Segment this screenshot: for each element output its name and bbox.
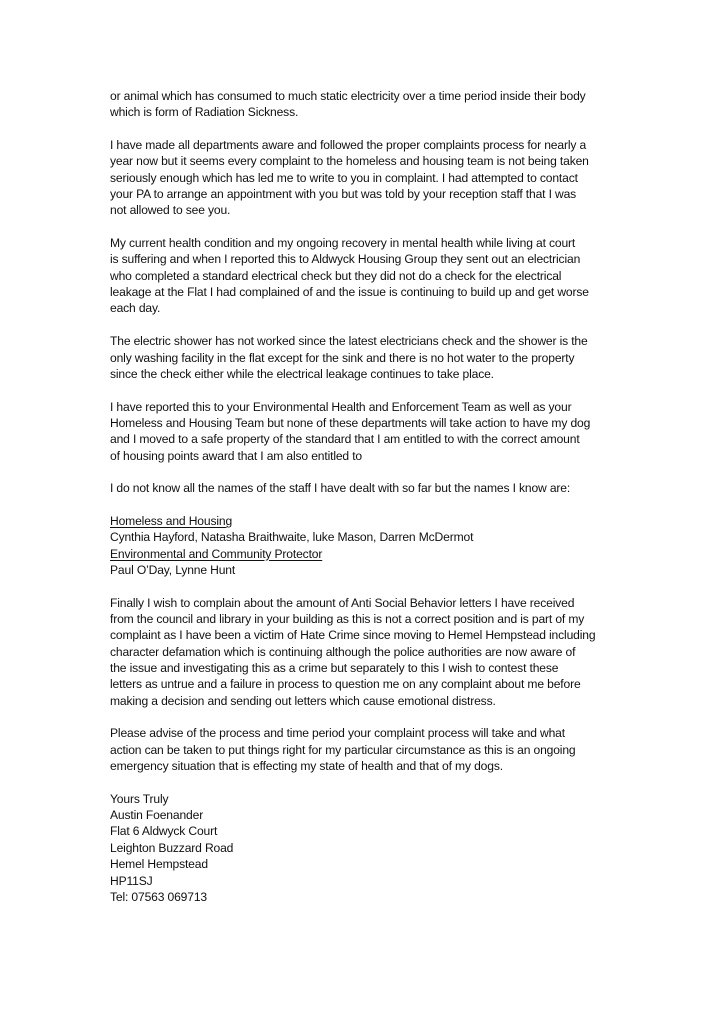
text-line: your PA to arrange an appointment with you but was told by your reception staff that I was <box>110 187 577 202</box>
paragraph-staff-intro <box>110 480 630 496</box>
text-line: who completed a standard electrical check but they did not do a check for the electrical <box>110 268 562 283</box>
paragraph-anti-social-letters <box>110 595 630 709</box>
text-line: year now but it seems every complaint to the homeless and housing team is not being taken <box>110 154 589 169</box>
text-line: Finally I wish to complain about the amount of Anti Social Behavior letters I have received <box>110 595 575 610</box>
text-line: I have reported this to your Environmental Health and Enforcement Team as well as your <box>110 399 572 414</box>
signature-block <box>110 791 630 905</box>
address-line-2: Leighton Buzzard Road <box>110 840 234 855</box>
text-line: and I moved to a safe property of the standard that I am entitled to with the correct amount <box>110 432 580 447</box>
text-line: Homeless and Housing Team but none of these departments will take action to have my dog <box>110 415 591 430</box>
paragraph-please-advise <box>110 725 630 774</box>
team-heading-environmental: Environmental and Community Protector <box>110 546 323 561</box>
paragraph-electric-shower <box>110 333 630 382</box>
text-line: My current health condition and my ongoing recovery in mental health while living at court <box>110 236 576 251</box>
text-line: emergency situation that is effecting my state of health and that of my dogs. <box>110 759 503 774</box>
text-line: letters as untrue and a failure in process to question me on any complaint about me before <box>110 677 581 692</box>
text-line: each day. <box>110 301 161 316</box>
signature-closing: Yours Truly <box>110 791 169 806</box>
address-town: Hemel Hempstead <box>110 857 208 872</box>
text-line: seriously enough which has led me to write to you in complaint. I had attempted to contact <box>110 170 578 185</box>
signature-name: Austin Foenander <box>110 808 204 823</box>
text-line: character defamation which is continuing although the police authorities are now aware of <box>110 644 576 659</box>
team-names-environmental: Paul O’Day, Lynne Hunt <box>110 562 236 577</box>
text-line: leakage at the Flat I had complained of and the issue is continuing to build up and get worse <box>110 285 589 300</box>
text-line: the issue and investigating this as a crime but separately to this I wish to contest these <box>110 661 559 676</box>
staff-list <box>110 513 630 578</box>
paragraph-reported-teams <box>110 399 630 464</box>
text-line: since the check either while the electrical leakage continues to take place. <box>110 366 494 381</box>
text-line: only washing facility in the flat except for the sink and there is no hot water to the property <box>110 350 575 365</box>
text-line: The electric shower has not worked since the latest electricians check and the shower is the <box>110 334 588 349</box>
text-line: or animal which has consumed to much static electricity over a time period inside their body <box>110 89 586 103</box>
address-line-1: Flat 6 Aldwyck Court <box>110 824 218 839</box>
paragraph-health-condition <box>110 235 630 317</box>
text-line: not allowed to see you. <box>110 203 231 218</box>
text-line: of housing points award that I am also entitled to <box>110 448 363 463</box>
text-line: I have made all departments aware and followed the proper complaints process for nearly a <box>110 138 587 153</box>
paragraph-complaints-process <box>110 137 630 219</box>
text-line: I do not know all the names of the staff I have dealt with so far but the names I know are: <box>110 481 571 496</box>
letter-body <box>110 88 630 922</box>
team-names-homeless-housing: Cynthia Hayford, Natasha Braithwaite, luke Mason, Darren McDermot <box>110 530 474 545</box>
text-line: is suffering and when I reported this to Aldwyck Housing Group they sent out an electrician <box>110 252 581 267</box>
address-postcode: HP11SJ <box>110 873 153 888</box>
text-line: making a decision and sending out letters which cause emotional distress. <box>110 693 496 708</box>
paragraph-radiation-sickness <box>110 88 630 121</box>
text-line: which is form of Radiation Sickness. <box>110 105 299 120</box>
text-line: Please advise of the process and time period your complaint process will take and what <box>110 726 565 741</box>
text-line: from the council and library in your building as this is not a correct position and is part of my <box>110 612 585 626</box>
phone-number: Tel: 07563 069713 <box>110 889 207 904</box>
team-heading-homeless-housing: Homeless and Housing <box>110 513 233 528</box>
text-line: complaint as I have been a victim of Hate Crime since moving to Hemel Hempstead including <box>110 628 596 643</box>
text-line: action can be taken to put things right for my particular circumstance as this is an ongoing <box>110 742 576 757</box>
